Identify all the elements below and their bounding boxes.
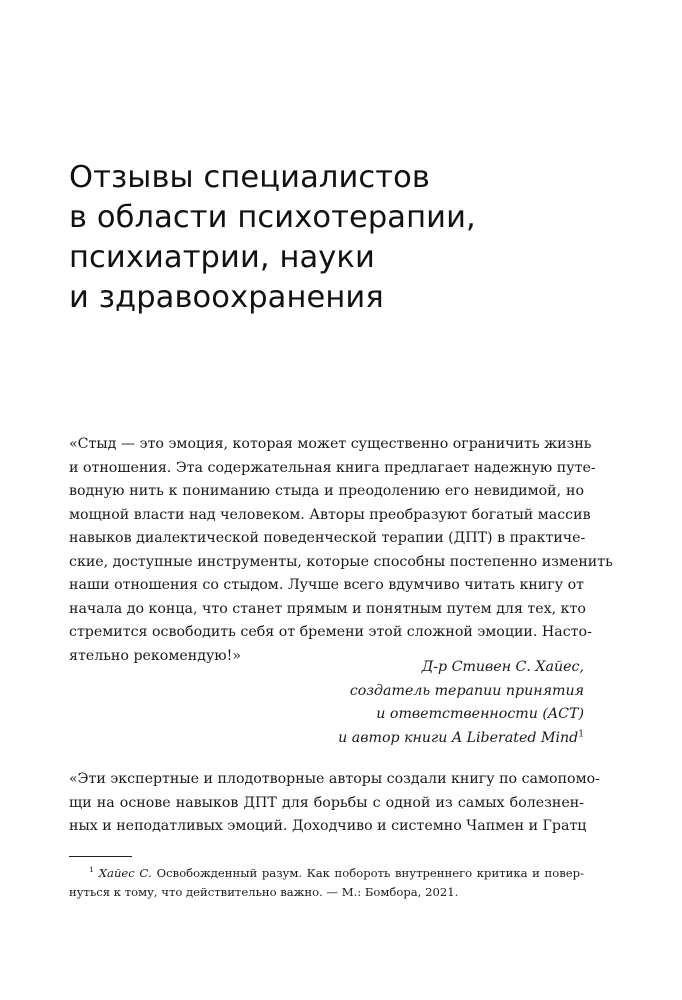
heading-line: и здравоохранения [69,280,384,315]
review-line: навыков диалектической поведенческой терапии (ДПТ) в практиче- [69,530,586,546]
attribution-line: создатель терапии принятия [349,682,584,699]
review-attribution-1 [338,656,584,750]
footnote-number: 1 [89,865,94,875]
review-line: и отношения. Эта содержательная книга предлагает надежную путе- [69,459,596,476]
review-line: «Стыд — это эмоция, которая может существенно ограничить жизнь [69,436,592,452]
footnote-reference[interactable]: 1 [578,728,584,739]
page-heading [69,158,476,318]
attribution-line-text: и автор книги A Liberated Mind [338,729,579,746]
attribution-line: и ответственности (ACT) [376,706,584,722]
footnote-text: Освобожденный разум. Как побороть внутреннего критика и повер- [152,866,584,880]
review-line: мощной власти над человеком. Авторы преобразуют богатый массив [69,506,591,523]
review-line: наши отношения со стыдом. Лучше всего вдумчиво читать книгу от [69,577,584,593]
attribution-line [338,727,584,751]
heading-line: психиатрии, науки [69,240,375,275]
review-line: начала до конца, что станет прямым и понятным путем для тех, кто [69,600,586,617]
review-line: ных и неподатливых эмоций. Доходчиво и системно Чапмен и Гратц [69,818,587,834]
footnote-line: нуться к тому, что действительно важно. — М.: Бомбора, 2021. [69,885,459,899]
review-quote-2 [69,768,600,839]
footnote-author: Хайес С. [98,866,152,880]
review-line: ятельно рекомендую!» [69,647,242,664]
attribution-line: Д-р Стивен С. Хайес, [421,659,584,675]
review-line: щи на основе навыков ДПТ для борьбы с одной из самых болезнен- [69,794,584,811]
footnote-line [69,864,584,883]
review-line: ские, доступные инструменты, которые способны постепенно изменить [69,553,613,570]
review-line: водную нить к пониманию стыда и преодолению его невидимой, но [69,483,584,499]
footnote [69,864,584,902]
heading-line: Отзывы специалистов [69,160,430,195]
heading-line: в области психотерапии, [69,200,476,235]
footnote-divider [69,856,132,857]
review-line: стремится освободить себя от бремени этой сложной эмоции. Насто- [69,624,592,640]
review-line: «Эти экспертные и плодотворные авторы создали книгу по самопомо- [69,771,600,787]
review-quote-1 [69,433,613,668]
